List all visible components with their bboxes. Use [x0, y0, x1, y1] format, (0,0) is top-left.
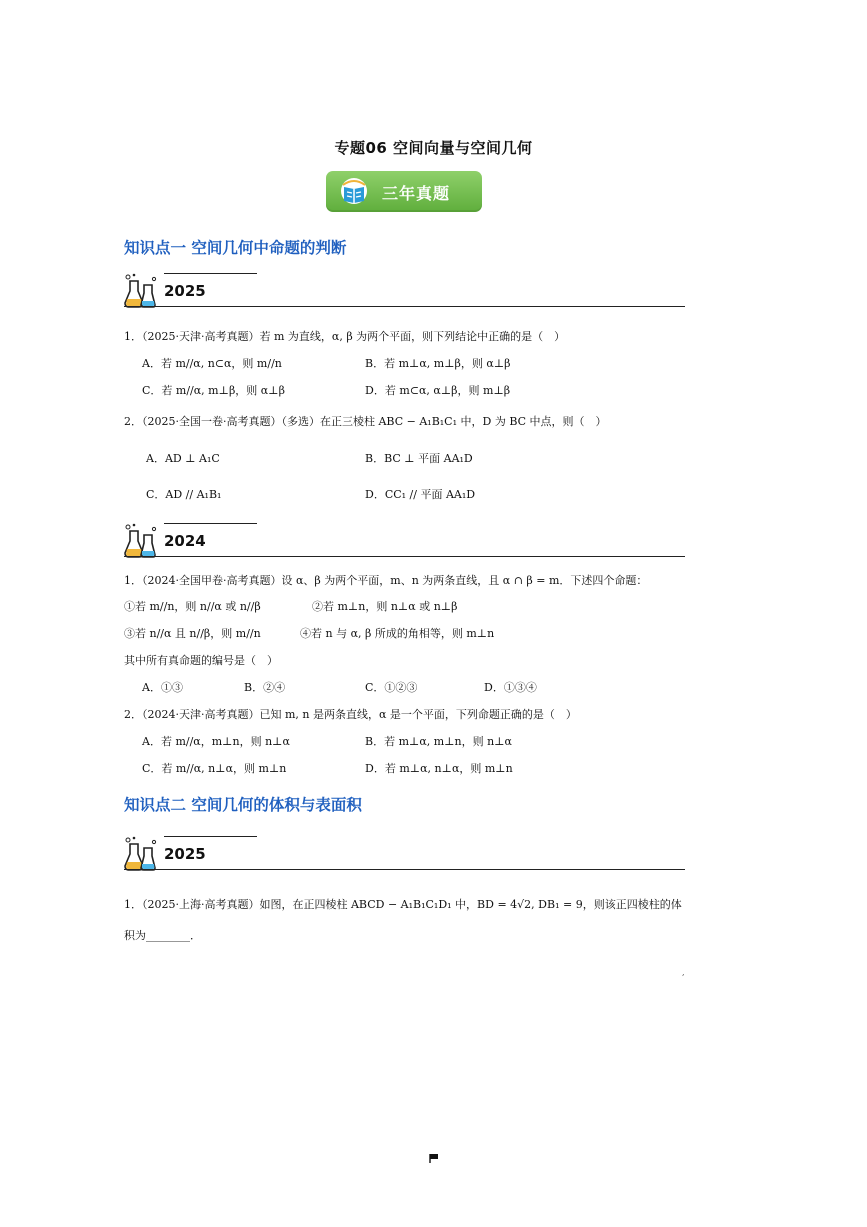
option-c: C．AD // A₁B₁ [146, 488, 222, 501]
banner-label: 三年真题 [382, 184, 451, 203]
stray-mark: , [682, 968, 685, 977]
proposition-4: ④若 n 与 α, β 所成的角相等，则 m⊥n [300, 627, 495, 640]
option-d: D．若 m⊂α, α⊥β，则 m⊥β [365, 384, 511, 397]
proposition-2: ②若 m⊥n，则 n⊥α 或 n⊥β [312, 600, 458, 613]
section-heading-2: 知识点二 空间几何的体积与表面积 [124, 796, 362, 814]
option-c: C．若 m//α, n⊥α，则 m⊥n [142, 762, 287, 775]
proposition-3: ③若 n//α 且 n//β，则 m//n [124, 627, 261, 640]
option-d: D．①③④ [484, 681, 537, 694]
year-block-2025 [124, 273, 685, 309]
option-b: B．②④ [244, 681, 286, 694]
question-continuation: 积为________． [124, 929, 201, 942]
option-a: A．AD ⊥ A₁C [146, 452, 220, 465]
question-stem: 1．（2024·全国甲卷·高考真题）设 α、β 为两个平面，m、n 为两条直线，且 α ∩ β = m．下述四个命题： [124, 574, 648, 587]
question-ask: 其中所有真命题的编号是（ ） [124, 654, 278, 667]
option-a: A．若 m//α，m⊥n，则 n⊥α [142, 735, 290, 748]
year-label: 2025 [164, 845, 206, 863]
year-block-2025 [124, 836, 685, 872]
section-heading-1: 知识点一 空间几何中命题的判断 [124, 239, 347, 257]
option-b: B．BC ⊥ 平面 AA₁D [365, 452, 473, 465]
option-b: B．若 m⊥α, m⊥n，则 n⊥α [365, 735, 512, 748]
year-label: 2025 [164, 282, 206, 300]
year-label: 2024 [164, 532, 206, 550]
option-c: C．①②③ [365, 681, 418, 694]
option-d: D．CC₁ // 平面 AA₁D [365, 488, 476, 501]
book-icon [340, 177, 374, 207]
proposition-1: ①若 m//n，则 n//α 或 n//β [124, 600, 261, 613]
question-stem: 2．（2025·全国一卷·高考真题）（多选）在正三棱柱 ABC − A₁B₁C₁ 中，D 为 BC 中点，则（ ） [124, 415, 607, 428]
question-stem: 2．（2024·天津·高考真题）已知 m, n 是两条直线，α 是一个平面，下列命题正确的是（ ） [124, 708, 577, 721]
option-c: C．若 m//α, m⊥β，则 α⊥β [142, 384, 285, 397]
option-d: D．若 m⊥α, n⊥α，则 m⊥n [365, 762, 513, 775]
page-title: 专题06 空间向量与空间几何 [334, 139, 533, 157]
flask-icon [124, 273, 158, 309]
question-stem: 1．（2025·上海·高考真题）如图，在正四棱柱 ABCD − A₁B₁C₁D₁ 中，BD = 4√2, DB₁ = 9，则该正四棱柱的体 [124, 898, 682, 911]
year-block-2024 [124, 523, 685, 559]
option-a: A．若 m//α, n⊂α，则 m//n [142, 357, 282, 370]
option-b: B．若 m⊥α, m⊥β，则 α⊥β [365, 357, 511, 370]
banner [326, 171, 482, 212]
flask-icon [124, 523, 158, 559]
question-stem: 1．（2025·天津·高考真题）若 m 为直线，α, β 为两个平面，则下列结论中正确的是（ ） [124, 330, 566, 343]
option-a: A．①③ [142, 681, 183, 694]
flag-icon [429, 1153, 439, 1164]
flask-icon [124, 836, 158, 872]
